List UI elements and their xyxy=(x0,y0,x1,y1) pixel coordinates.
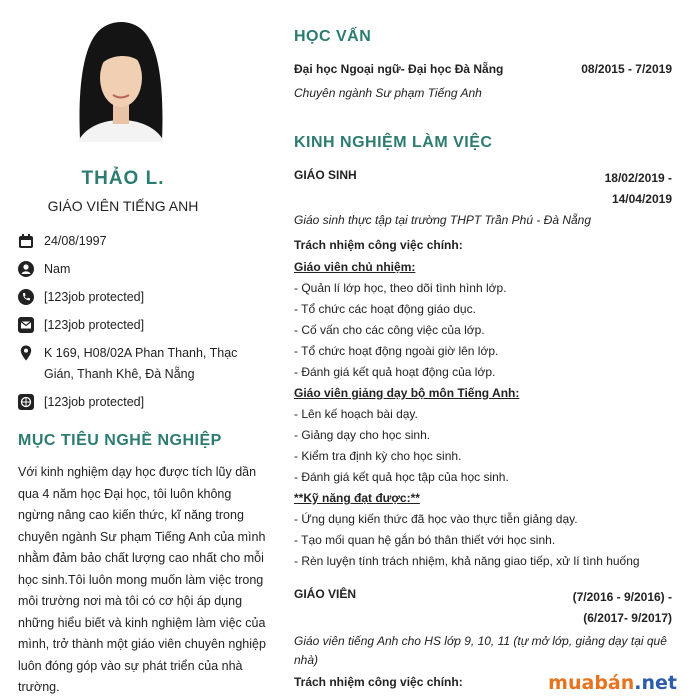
contact-gender xyxy=(18,259,268,280)
location-pin-icon xyxy=(18,345,34,361)
logo-part1: mua xyxy=(548,672,595,694)
gender-text: Nam xyxy=(44,262,71,276)
job2-resp-title: Trách nhiệm công việc chính: xyxy=(294,675,463,689)
list-item: - Cố vấn cho các công việc của lớp. xyxy=(294,323,485,337)
email-text: [123job protected] xyxy=(44,318,145,332)
list-item: - Quản lí lớp học, theo dõi tình hình lớp. xyxy=(294,281,507,295)
education-major: Chuyên ngành Sư phạm Tiếng Anh xyxy=(294,86,482,100)
phone-text: [123job protected] xyxy=(44,290,145,304)
job1-description: Giáo sinh thực tập tại trường THPT Trần Phú - Đà Nẵng xyxy=(294,213,592,227)
contact-list xyxy=(18,231,268,420)
job1-position: GIÁO SINH xyxy=(294,168,357,182)
objective-text: Với kinh nghiệm dạy học được tích lũy dần qua 4 năm học Đại học, tôi luôn không ngừng nâng cao kiến thức, kĩ năng trong chuyên ngành Sư phạm Tiếng Anh của mình nhằm đảm bảo chất lượng cao nhất cho mỗi học sinh.Tôi luôn mong muốn làm việc trong môi trường nơi mà tôi có cơ hội áp dụng những hiểu biết và kinh nghiệm làm việc của mình, trở thành một giáo viên chuyên nghiệp luôn đóng góp vào sự phát triển của nhà trường. xyxy=(18,465,266,694)
email-icon xyxy=(18,317,34,333)
list-item: - Tạo mối quan hệ gắn bó thân thiết với học sinh. xyxy=(294,533,556,547)
calendar-icon xyxy=(18,233,34,249)
skills-title: **Kỹ năng đạt được:** xyxy=(294,491,420,505)
contact-address xyxy=(18,343,268,385)
list-item: - Ứng dụng kiến thức đã học vào thực tiễn giảng dạy. xyxy=(294,512,578,526)
job1-resp-title: Trách nhiệm công việc chính: xyxy=(294,238,463,252)
education-period: 08/2015 - 7/2019 xyxy=(581,62,672,76)
job1-date-end: 14/04/2019 xyxy=(611,192,672,206)
job2-position: GIÁO VIÊN xyxy=(294,587,357,601)
job1-responsibilities xyxy=(294,257,640,572)
website-icon xyxy=(18,394,34,410)
birthday-text: 24/08/1997 xyxy=(44,234,107,248)
group2-title: Giáo viên giảng dạy bộ môn Tiếng Anh: xyxy=(294,386,520,400)
logo-part3: .net xyxy=(634,672,677,694)
muaban-logo xyxy=(548,672,677,694)
right-column xyxy=(282,0,682,700)
candidate-role: GIÁO VIÊN TIẾNG ANH xyxy=(47,198,199,214)
contact-birthday xyxy=(18,231,268,252)
logo-part2: bán xyxy=(594,672,635,694)
website-text: [123job protected] xyxy=(44,395,145,409)
candidate-name: THẢO L. xyxy=(81,168,165,189)
job2-date-line2: (6/2017- 9/2017) xyxy=(583,611,672,625)
job2-date-line1: (7/2016 - 9/2016) - xyxy=(572,590,672,604)
list-item: - Đánh giá kết quả học tập của học sinh. xyxy=(294,470,509,484)
phone-icon xyxy=(18,289,34,305)
contact-phone xyxy=(18,287,268,308)
list-item: - Rèn luyện tính trách nhiệm, khả năng giao tiếp, xử lí tình huống xyxy=(294,554,640,568)
left-column xyxy=(0,0,270,700)
profile-photo xyxy=(68,12,174,142)
list-item: - Kiểm tra định kỳ cho học sinh. xyxy=(294,449,462,463)
job2-dates xyxy=(573,587,672,629)
list-item: - Đánh giá kết quả hoạt động của lớp. xyxy=(294,365,496,379)
contact-email xyxy=(18,315,268,336)
experience-title: KINH NGHIỆM LÀM VIỆC xyxy=(294,134,493,151)
job2-description: Giáo viên tiếng Anh cho HS lớp 9, 10, 11 (tự mở lớp, giảng dạy tại quê nhà) xyxy=(294,634,667,667)
objective-title: MỤC TIÊU NGHỀ NGHIỆP xyxy=(18,432,222,449)
education-title: HỌC VẤN xyxy=(294,28,372,45)
list-item: - Giảng dạy cho học sinh. xyxy=(294,428,431,442)
education-school: Đại học Ngoại ngữ- Đại học Đà Nẵng xyxy=(294,62,504,76)
contact-website xyxy=(18,392,268,413)
list-item: - Lên kế hoạch bài dạy. xyxy=(294,407,418,421)
job1-dates xyxy=(605,168,672,210)
list-item: - Tổ chức các hoạt động giáo dục. xyxy=(294,302,476,316)
address-text: K 169, H08/02A Phan Thanh, Thạc Gián, Thanh Khê, Đà Nẵng xyxy=(44,346,238,381)
list-item: - Tổ chức hoạt động ngoài giờ lên lớp. xyxy=(294,344,499,358)
user-icon xyxy=(18,261,34,277)
job1-date-start: 18/02/2019 - xyxy=(604,171,672,185)
group1-title: Giáo viên chủ nhiệm: xyxy=(294,260,416,274)
